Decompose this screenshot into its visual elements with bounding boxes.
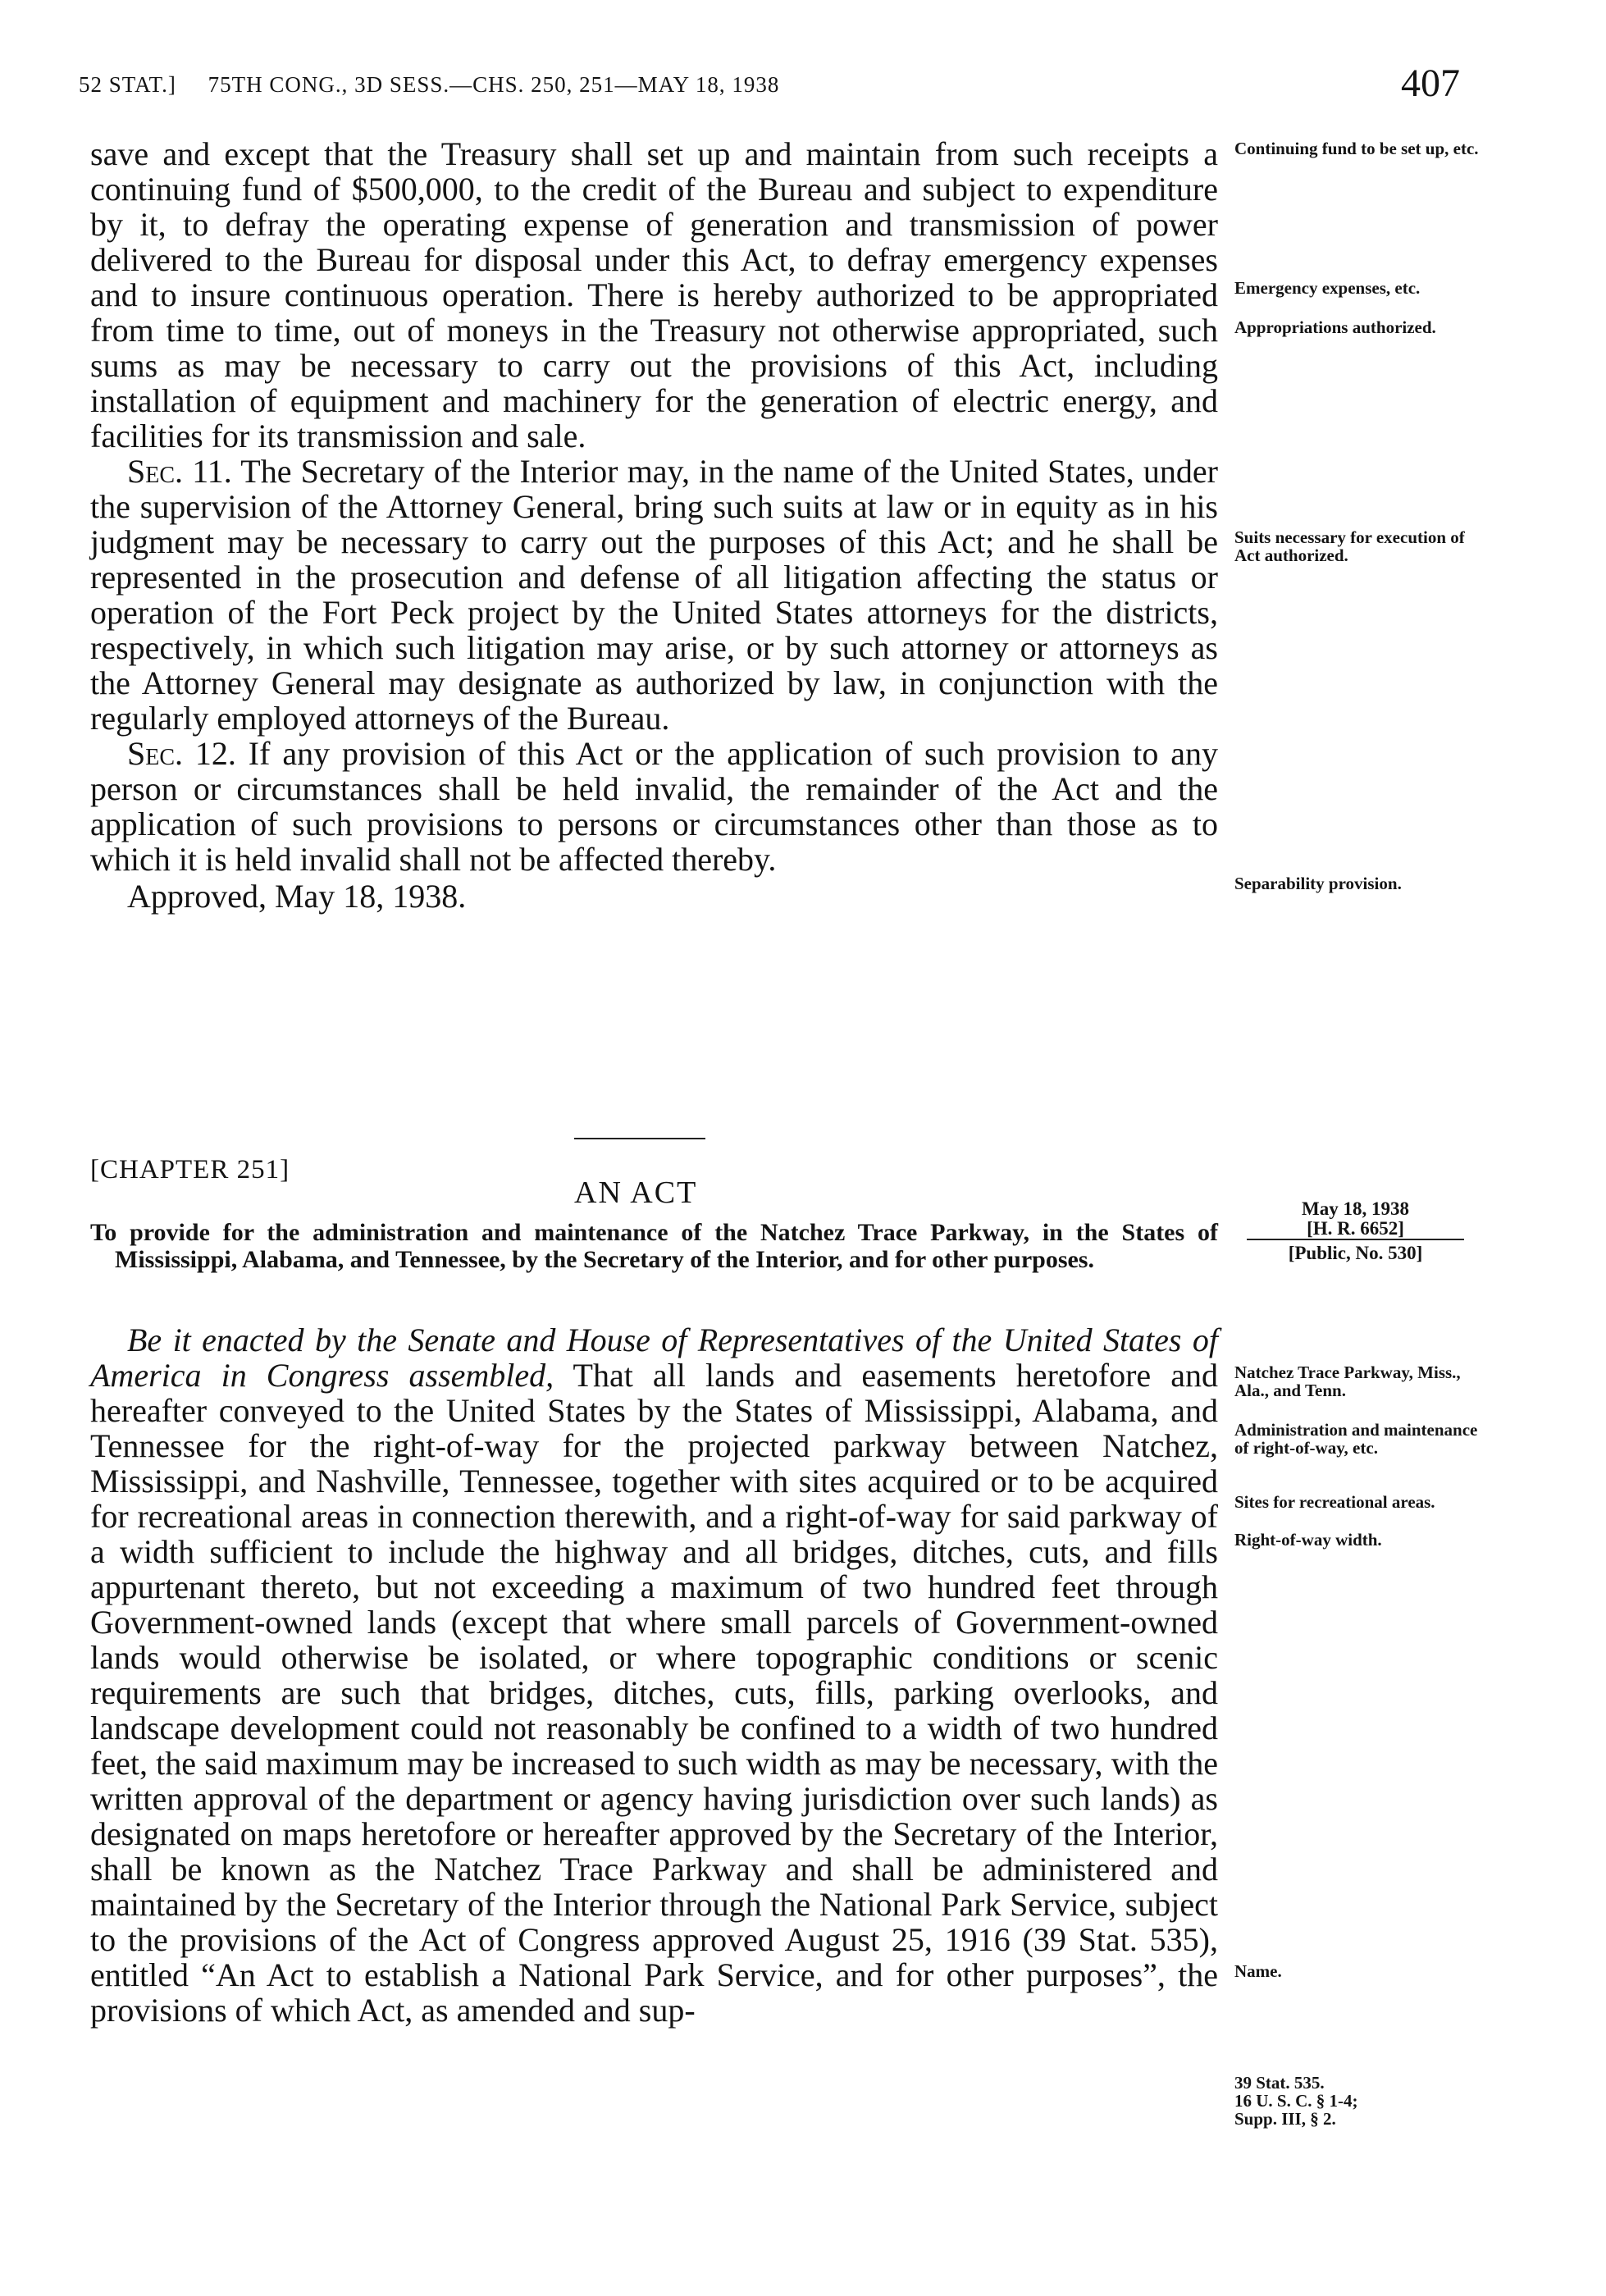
chapter-separator-rule	[574, 1138, 705, 1139]
enacting-clause: Be it enacted by the Senate and House of Representatives of the United States of America in Congress assembled,	[90, 1321, 1218, 1394]
main-text-lower	[90, 1322, 1218, 2028]
stat-ref-2: 16 U. S. C. § 1-4;	[1234, 2091, 1358, 2111]
margin-note-continuing-fund: Continuing fund to be set up, etc.	[1234, 139, 1479, 158]
section-11-text: The Secretary of the Interior may, in the name of the United States, under the supervision of the Attorney General, bring such suits at law or in equity as in his judgment may be necessary to carry out the purposes of this Act; and he shall be represented in the prosecution and defense of all litigation affecting the status or operation of the Fort Peck project by the United States attorneys for the districts, respectively, in which such litigation may arise, or by such attorney or attorneys as the Attorney General may designate as authorized by law, in conjunction with the regularly employed attorneys of the Bureau.	[90, 453, 1218, 737]
bill-number: [H. R. 6652]	[1247, 1219, 1464, 1240]
bill-date: May 18, 1938	[1302, 1198, 1409, 1219]
main-text-upper	[90, 136, 1218, 914]
section-11	[90, 454, 1218, 736]
margin-note-appropriations: Appropriations authorized.	[1234, 317, 1436, 337]
running-head: 52 STAT.] 75TH CONG., 3D SESS.—CHS. 250, 251—MAY 18, 1938	[79, 72, 780, 97]
margin-note-stat-refs	[1234, 2074, 1481, 2128]
margin-note-name: Name.	[1234, 1961, 1282, 1981]
section-1-text: That all lands and easements heretofore and hereafter conveyed to the United States by the States of Mississippi, Alabama, and Tennessee for the right-of-way for the projected parkway between Natchez, Mississippi, and Nashville, Tennessee, together with sites acquired or to be acquired for recreational areas in connection therewith, and a right-of-way for said parkway of a width sufficient to include the highway and all bridges, ditches, cuts, and fills appurtenant thereto, but not exceeding a maximum of two hundred feet through Government-owned lands (except that where small parcels of Government-owned lands would otherwise be isolated, or where topographic conditions or scenic requirements are such that bridges, ditches, cuts, fills, parking overlooks, and landscape development could not reasonably be confined to a width of two hundred feet, the said maximum may be increased to such width as may be necessary, with the written approval of the department or agency having jurisdiction over such lands) as designated on maps heretofore or hereafter approved by the Secretary of the Interior, shall be known as the Natchez Trace Parkway and shall be administered and maintained by the Secretary of the Interior through the National Park Service, subject to the provisions of the Act of Congress approved August 25, 1916 (39 Stat. 535), entitled “An Act to establish a National Park Service, and for other purposes”, the provisions of which Act, as amended and sup-	[90, 1357, 1218, 2029]
margin-note-emergency: Emergency expenses, etc.	[1234, 278, 1421, 298]
section-11-label: Sec. 11.	[127, 453, 232, 490]
section-12	[90, 736, 1218, 877]
act-purpose: To provide for the administration and maintenance of the Natchez Trace Parkway, in the States of Mississippi, Alabama, and Tennessee, by the Secretary of the Interior, and for other purposes.	[90, 1219, 1218, 1273]
act-title: AN ACT	[574, 1175, 698, 1210]
section-10-continuation: save and except that the Treasury shall set up and maintain from such receipts a continuing fund of $500,000, to the credit of the Bureau and subject to expenditure by it, to defray the operating expense of generation and transmission of power delivered to the Bureau for disposal under this Act, to defray emergency expenses and to insure continuous operation. There is hereby authorized to be appropriated from time to time, out of moneys in the Treasury not otherwise appropriated, such sums as may be necessary to carry out the provisions of this Act, including installation of equipment and machinery for the generation of electric energy, and facilities for its transmission and sale.	[90, 135, 1218, 454]
margin-note-suits: Suits necessary for execution of Act authorized.	[1234, 527, 1465, 565]
stat-ref-3: Supp. III, § 2.	[1234, 2109, 1336, 2129]
margin-note-natchez: Natchez Trace Parkway, Miss., Ala., and Tenn.	[1234, 1363, 1461, 1400]
margin-note-administration: Administration and maintenance of right-of-way, etc.	[1234, 1420, 1478, 1458]
public-law-number: [Public, No. 530]	[1288, 1243, 1423, 1263]
bill-info	[1247, 1199, 1464, 1263]
margin-note-row-width: Right-of-way width.	[1234, 1530, 1382, 1550]
section-12-label: Sec. 12.	[127, 735, 236, 772]
page-number: 407	[1401, 62, 1460, 105]
approval-line: Approved, May 18, 1938.	[127, 878, 467, 915]
stat-ref-1: 39 Stat. 535.	[1234, 2073, 1325, 2093]
chapter-heading: [CHAPTER 251]	[90, 1155, 290, 1185]
margin-note-separability: Separability provision.	[1234, 874, 1402, 893]
margin-note-sites: Sites for recreational areas.	[1234, 1492, 1435, 1512]
section-12-text: If any provision of this Act or the application of such provision to any person or circumstances shall be held invalid, the remainder of the Act and the application of such provisions to persons or circumstances other than those as to which it is held invalid shall not be affected thereby.	[90, 735, 1218, 878]
enactment-paragraph	[90, 1322, 1218, 2028]
running-header	[79, 64, 1473, 113]
